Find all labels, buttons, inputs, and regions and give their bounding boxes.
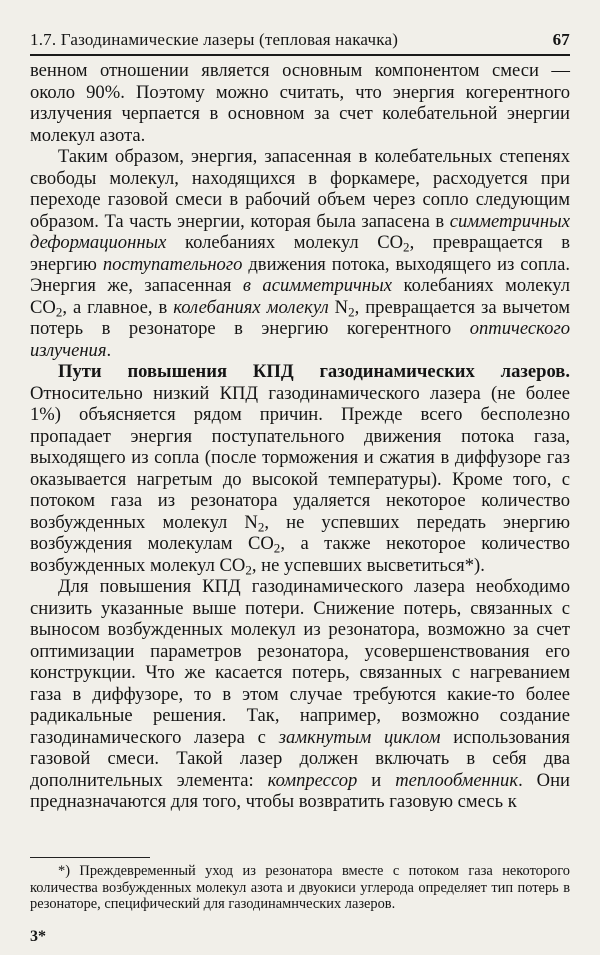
text-segment: 2 <box>257 518 265 534</box>
footnote-text: *) Преждевременный уход из резонатора вместе с потоком газа некоторого количества возбужденных молекул азота и двуокиси углерода определяет тип потерь в резонаторе, специфический для газодинамнческих лазеров. <box>30 863 570 912</box>
text-segment: использования газовой смеси. Такой лазер должен включать в себя два дополнительных элемента: <box>30 726 570 791</box>
text-segment: венном отношении является основным компонентом смеси — около 90%. Поэтому можно считать, что энергия когерентного излучения черпается в основном за счет колебательной энергии молекул азота. <box>30 60 570 146</box>
text-segment: Относительно низкий КПД газодинамического лазера (не более 1%) объясняется рядом причин. Прежде всего бесполезно пропадает энергия поступательного движения потока газа, выходящего из сопла (после торможения и сжатия в диффузоре газ оказывается нагретым до высокой температуры). Кроме того, с потоком газа из резонатора удаляется некоторое количество возбужденных молекул N <box>30 382 570 533</box>
section-title: 1.7. Газодинамические лазеры (тепловая накачка) <box>30 30 399 49</box>
text-segment: оптического излучения <box>30 318 570 361</box>
text-segment: в асимметричных <box>242 275 392 296</box>
text-segment: Таким образом, энергия, запасенная в колебательных степенях свободы молекул, находящихся в форкамере, расходуется при переходе газовой смеси в рабочий объем через сопло следующим образом. Та часть энергии, которая была запасена в <box>30 146 570 232</box>
text-segment: 2 <box>273 540 281 556</box>
footnote-rule <box>30 857 150 858</box>
text-segment: колебаниях молекул CO <box>166 232 404 253</box>
paragraph-2 <box>30 146 570 361</box>
text-segment: 2 <box>348 303 355 319</box>
text-segment: , не успевших высветиться*). <box>251 554 485 576</box>
text-segment: колебаниях молекул CO <box>30 275 570 318</box>
text-segment: 2 <box>55 303 63 319</box>
text-segment: симметричных деформационных <box>30 210 570 253</box>
text-segment: , а также некоторое количество возбужденных молекул CO <box>30 533 570 576</box>
page-number: 67 <box>552 30 570 49</box>
text-segment: 2 <box>245 561 252 577</box>
text-segment: колебаниях молекул <box>173 296 329 318</box>
text-segment: , а главное, в <box>62 296 174 318</box>
text-segment: , не успевших передать энергию возбуждения молекулам CO <box>30 511 571 554</box>
text-segment: и <box>357 769 396 791</box>
text-segment: замкнутым циклом <box>278 726 441 748</box>
paragraph-4 <box>30 576 570 813</box>
text-segment: , превращается в энергию <box>30 232 570 275</box>
text-segment: компрессор <box>267 769 358 791</box>
paragraph-3 <box>30 361 570 576</box>
body-text <box>30 60 570 813</box>
text-segment: . Они предназначаются для того, чтобы возвратить газовую смесь к <box>30 769 570 812</box>
signature-mark: 3* <box>30 928 46 945</box>
text-segment: теплообменник <box>395 769 519 791</box>
paragraph-1 <box>30 60 570 146</box>
header-rule <box>30 54 570 56</box>
text-segment: поступательного <box>102 253 243 275</box>
text-segment: Для повышения КПД газодинамического лазера необходимо снизить указанные выше потери. Снижение потерь, связанных с выносом возбужденных молекул из резонатора, возможно за счет оптимизации параметров резонатора, усовершенствования его конструкции. Что же касается потерь, связанных с нагреванием газа в диффузоре, то в этом случае требуются какие-то более радикальные решения. Так, например, возможно создание газодинамического лазера с <box>30 576 570 748</box>
text-segment: движения потока, выходящего из сопла. Энергия же, запасенная <box>30 253 570 296</box>
text-segment: N <box>328 296 349 318</box>
footnote <box>30 863 570 913</box>
running-header <box>30 18 570 50</box>
text-segment: . <box>106 339 112 361</box>
text-segment: 2 <box>403 239 410 255</box>
text-segment: Пути повышения КПД газодинамических лазеров. <box>58 361 570 382</box>
text-segment: , превращается за вычетом потерь в резонаторе в энергию когерентного <box>30 296 570 339</box>
